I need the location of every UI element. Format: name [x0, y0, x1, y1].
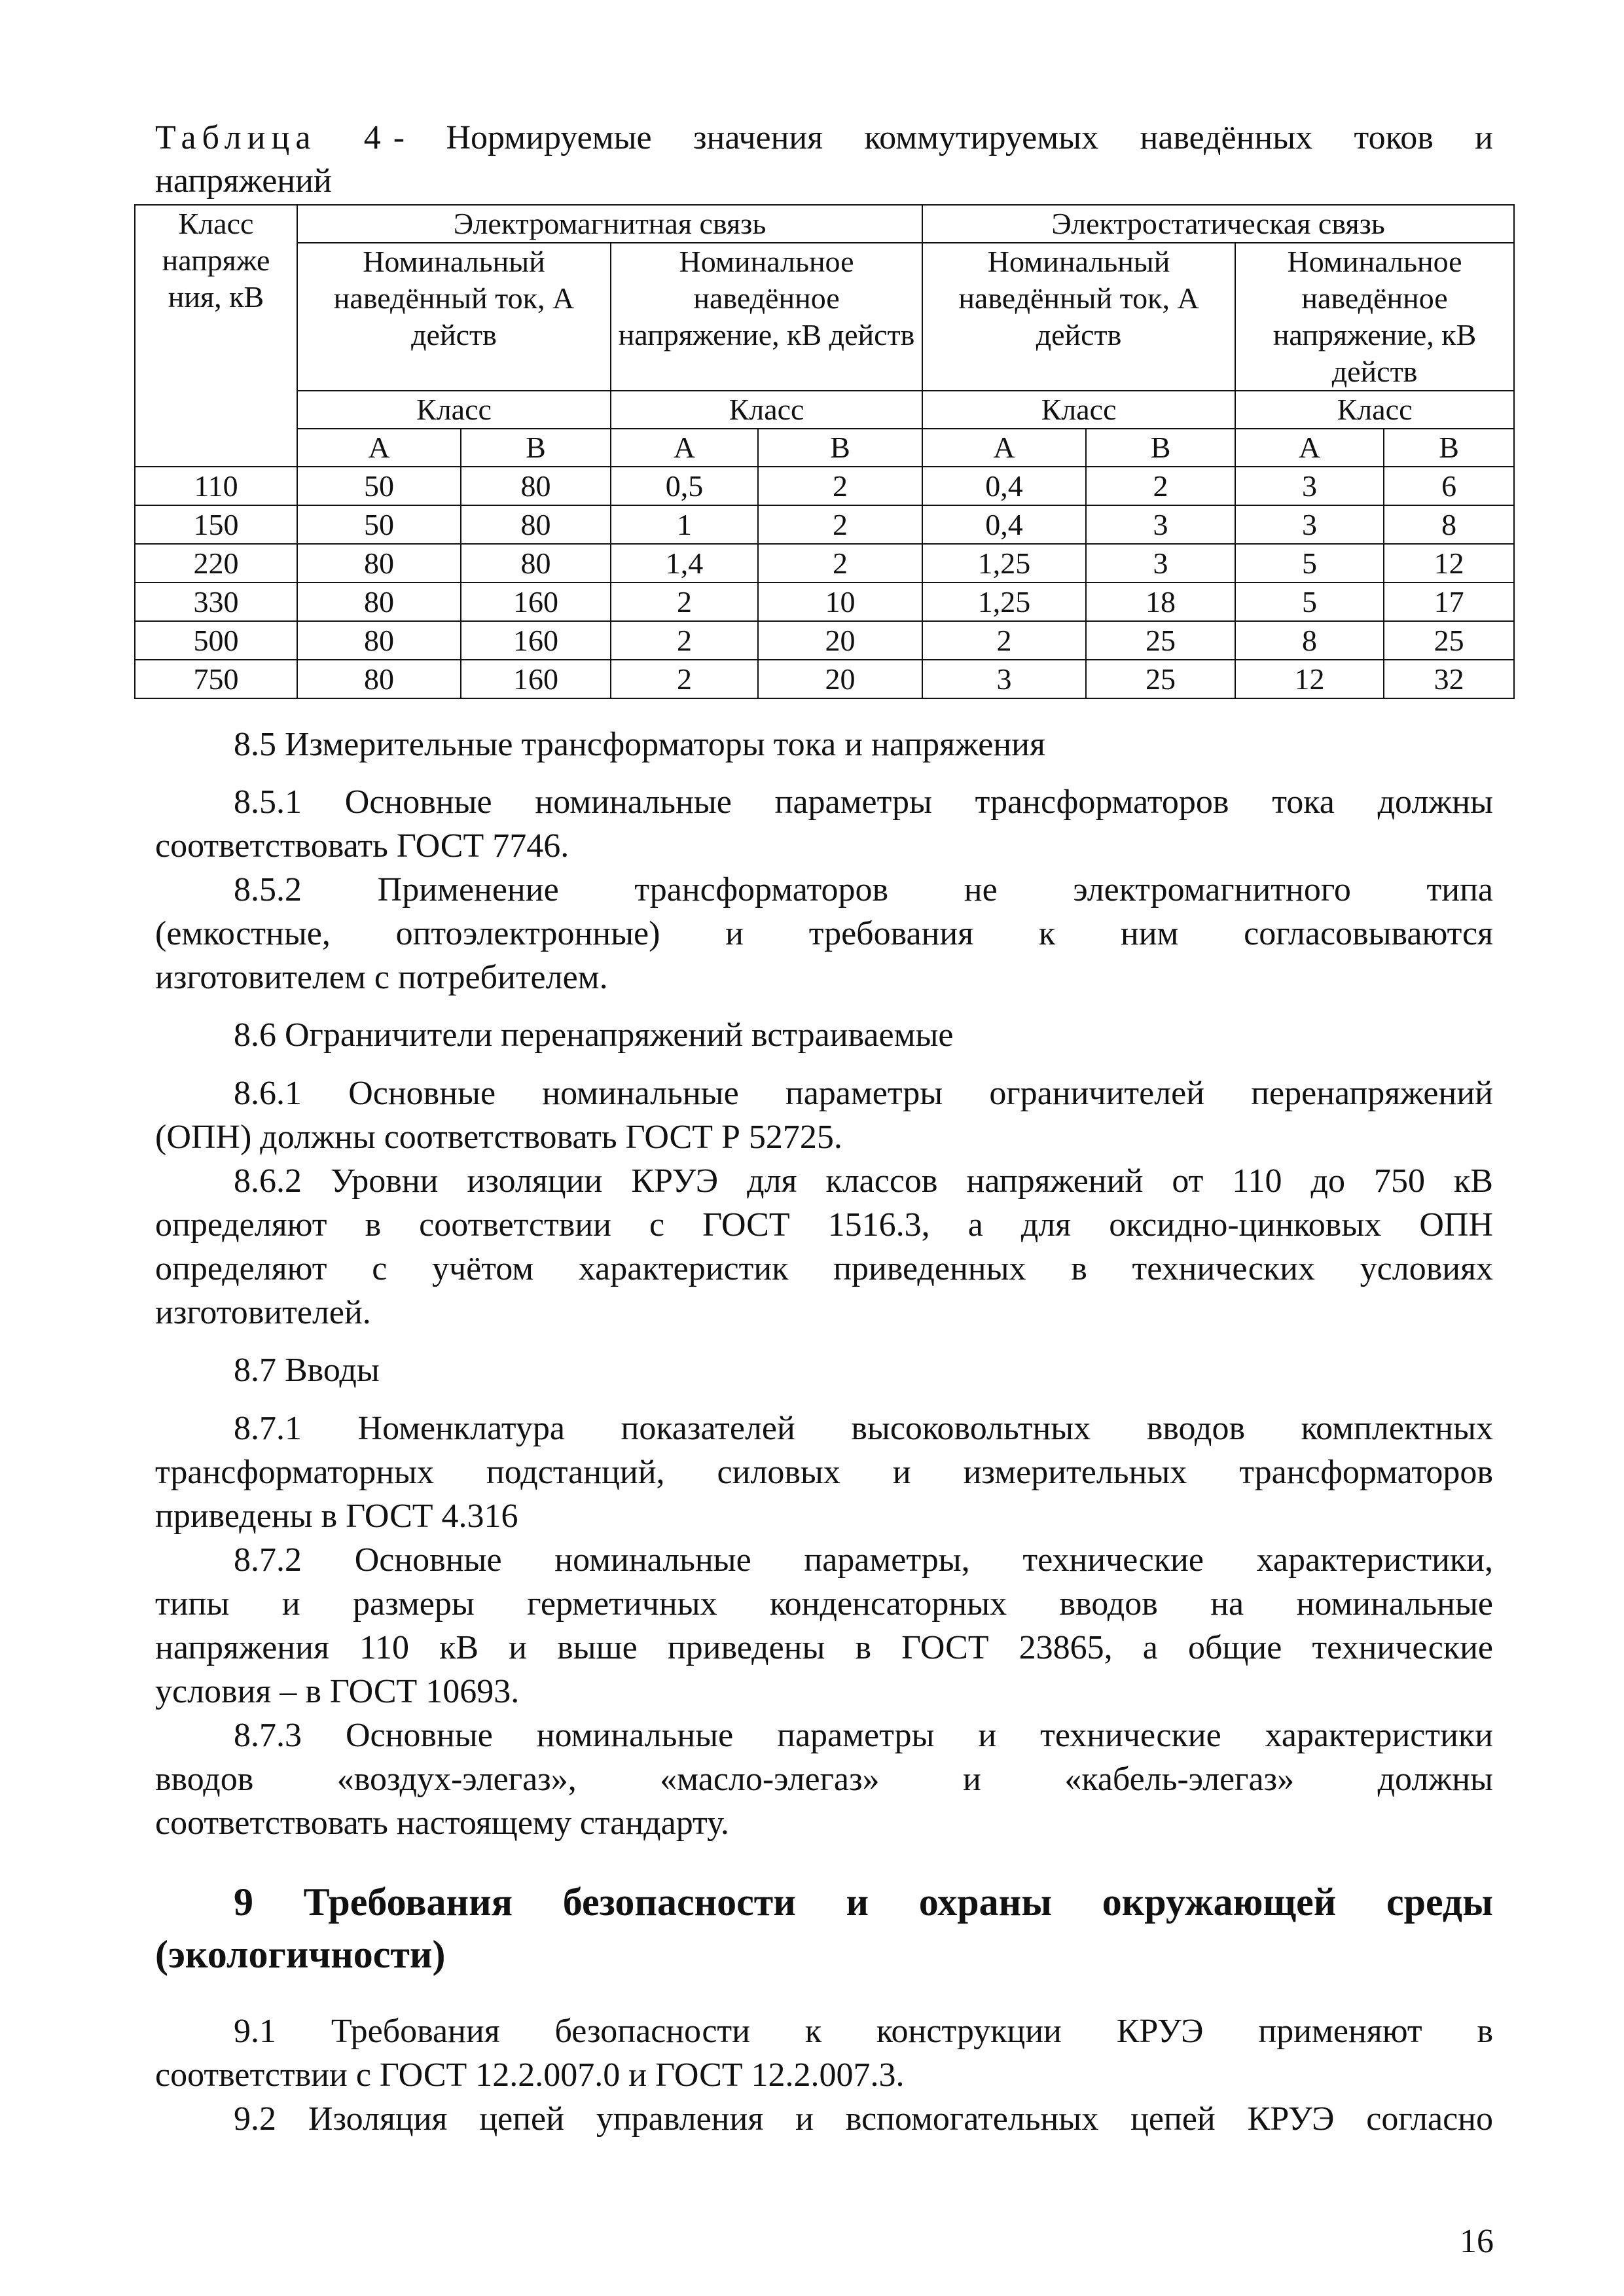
table-row [135, 467, 1514, 505]
table-row [135, 660, 1514, 698]
table-caption-label: Таблица 4 [155, 119, 387, 156]
table-cell: 50 [297, 505, 461, 544]
table-row [135, 621, 1514, 660]
header-em-current: Номинальный наведённый ток, А действ [297, 243, 611, 391]
table-cell: 110 [135, 467, 297, 505]
paragraph-8-6-2 [155, 1159, 1493, 1203]
header-voltage-class: Класс напряже ния, кВ [135, 205, 297, 467]
table-caption-title: - Нормируемые значения коммутируемых наведённых токов и [393, 119, 1493, 156]
paragraph-8-7 [155, 1348, 1493, 1392]
header-class: Класс [922, 391, 1235, 429]
section-heading-text: 9 Требования безопасности и охраны окружающей среды [234, 1880, 1493, 1924]
table-cell: 330 [135, 583, 297, 621]
table-cell: 160 [461, 583, 611, 621]
table-cell: 2 [611, 660, 758, 698]
table-cell: 10 [758, 583, 922, 621]
table-cell: 32 [1384, 660, 1514, 698]
table-cell: 8 [1384, 505, 1514, 544]
header-electrostatic: Электростатическая связь [922, 205, 1514, 243]
header-class-b: В [461, 429, 611, 467]
table-cell: 3 [1086, 544, 1235, 583]
table-cell: 20 [758, 660, 922, 698]
header-class: Класс [611, 391, 922, 429]
table-cell: 25 [1384, 621, 1514, 660]
table-cell: 150 [135, 505, 297, 544]
table-cell: 1,25 [922, 544, 1086, 583]
paragraph-8-6-2-end: изготовителей. [155, 1294, 371, 1331]
table-cell: 12 [1384, 544, 1514, 583]
table-cell: 2 [611, 583, 758, 621]
paragraph-text: 8.5 Измерительные трансформаторы тока и напряжения [234, 726, 1045, 763]
section-9-heading-cont: (экологичности) [155, 1933, 446, 1976]
paragraph-text: 8.7.2 Основные номинальные параметры, технические характеристики, [234, 1541, 1493, 1579]
paragraph-8-7-2 [155, 1538, 1493, 1582]
table-cell: 50 [297, 467, 461, 505]
paragraph-8-5-2-cont: (емкостные, оптоэлектронные) и требования к ним согласовываются [155, 915, 1493, 952]
header-class-a: А [611, 429, 758, 467]
paragraph-text: 8.5.2 Применение трансформаторов не электромагнитного типа [234, 871, 1493, 908]
header-class-b: В [758, 429, 922, 467]
table-cell: 1,4 [611, 544, 758, 583]
section-9-heading [155, 1876, 1493, 1928]
table-cell: 3 [922, 660, 1086, 698]
header-class-a: А [922, 429, 1086, 467]
paragraph-text: 8.5.1 Основные номинальные параметры трансформаторов тока должны [234, 783, 1493, 821]
table-cell: 12 [1235, 660, 1384, 698]
table-cell: 1 [611, 505, 758, 544]
table-cell: 17 [1384, 583, 1514, 621]
paragraph-8-6-2-cont: определяют в соответствии с ГОСТ 1516.3, а для оксидно-цинковых ОПН [155, 1206, 1493, 1244]
table-cell: 160 [461, 621, 611, 660]
table-cell: 80 [461, 467, 611, 505]
table-row [135, 544, 1514, 583]
table-row [135, 505, 1514, 544]
table-cell: 500 [135, 621, 297, 660]
table-cell: 8 [1235, 621, 1384, 660]
paragraph-text: 8.6.1 Основные номинальные параметры ограничителей перенапряжений [234, 1075, 1493, 1112]
table-cell: 80 [297, 544, 461, 583]
table-cell: 80 [297, 583, 461, 621]
paragraph-8-7-2-cont: типы и размеры герметичных конденсаторных вводов на номинальные [155, 1585, 1493, 1623]
paragraph-8-6-1 [155, 1071, 1493, 1115]
header-class: Класс [297, 391, 611, 429]
paragraph-text: 9.1 Требования безопасности к конструкции КРУЭ применяют в [234, 2013, 1493, 2050]
table-cell: 2 [1086, 467, 1235, 505]
table-cell: 2 [758, 505, 922, 544]
table-cell: 1,25 [922, 583, 1086, 621]
paragraph-8-5-1-cont: соответствовать ГОСТ 7746. [155, 827, 569, 865]
paragraph-8-6 [155, 1013, 1493, 1057]
paragraph-text: 8.6.2 Уровни изоляции КРУЭ для классов напряжений от 110 до 750 кВ [234, 1162, 1493, 1200]
header-class-a: А [1235, 429, 1384, 467]
paragraph-9-1-end: соответствии с ГОСТ 12.2.007.0 и ГОСТ 12.2.007.3. [155, 2056, 905, 2094]
page-number: 16 [1460, 2223, 1494, 2260]
paragraph-9-2 [155, 2097, 1493, 2141]
table-cell: 5 [1235, 583, 1384, 621]
paragraph-text: 9.2 Изоляция цепей управления и вспомогательных цепей КРУЭ согласно [234, 2100, 1493, 2138]
table-cell: 220 [135, 544, 297, 583]
header-class-b: В [1384, 429, 1514, 467]
table-cell: 0,4 [922, 467, 1086, 505]
table-cell: 5 [1235, 544, 1384, 583]
table-cell: 750 [135, 660, 297, 698]
header-es-voltage: Номинальное наведённое напряжение, кВ действ [1235, 243, 1514, 391]
paragraph-8-5-2 [155, 868, 1493, 912]
table-cell: 2 [758, 544, 922, 583]
paragraph-8-7-3 [155, 1713, 1493, 1757]
paragraph-8-7-1-cont: трансформаторных подстанций, силовых и измерительных трансформаторов [155, 1454, 1493, 1491]
paragraph-8-7-2-end: условия – в ГОСТ 10693. [155, 1673, 520, 1710]
table-cell: 80 [461, 544, 611, 583]
paragraph-8-7-3-end: соответствовать настоящему стандарту. [155, 1804, 729, 1842]
table-cell: 2 [758, 467, 922, 505]
header-class-a: А [297, 429, 461, 467]
paragraph-8-7-1 [155, 1407, 1493, 1450]
paragraph-text: 8.7.3 Основные номинальные параметры и технические характеристики [234, 1717, 1493, 1754]
paragraph-8-7-1-end: приведены в ГОСТ 4.316 [155, 1498, 518, 1535]
table-caption [155, 117, 1493, 160]
table-cell: 2 [611, 621, 758, 660]
table-row [135, 583, 1514, 621]
paragraph-8-5-1 [155, 780, 1493, 824]
table-cell: 80 [461, 505, 611, 544]
header-class: Класс [1235, 391, 1514, 429]
header-es-current: Номинальный наведённый ток, А действ [922, 243, 1235, 391]
paragraph-text: 8.6 Ограничители перенапряжений встраиваемые [234, 1016, 954, 1054]
table-cell: 3 [1086, 505, 1235, 544]
table-cell: 0,4 [922, 505, 1086, 544]
table-cell: 3 [1235, 505, 1384, 544]
paragraph-8-7-2-cont: напряжения 110 кВ и выше приведены в ГОСТ 23865, а общие технические [155, 1629, 1493, 1666]
table-cell: 18 [1086, 583, 1235, 621]
paragraph-8-5 [155, 723, 1493, 766]
table-cell: 80 [297, 660, 461, 698]
table-cell: 2 [922, 621, 1086, 660]
table-cell: 6 [1384, 467, 1514, 505]
paragraph-8-6-2-cont: определяют с учётом характеристик приведенных в технических условиях [155, 1250, 1493, 1287]
paragraph-text: 8.7.1 Номенклатура показателей высоковольтных вводов комплектных [234, 1410, 1493, 1447]
table-cell: 25 [1086, 660, 1235, 698]
table-caption-continuation: напряжений [155, 162, 332, 200]
paragraph-8-6-1-cont: (ОПН) должны соответствовать ГОСТ Р 52725. [155, 1119, 842, 1156]
paragraph-9-1 [155, 2009, 1493, 2053]
table-cell: 0,5 [611, 467, 758, 505]
header-em-voltage: Номинальное наведённое напряжение, кВ действ [611, 243, 922, 391]
paragraph-8-7-3-cont: вводов «воздух-элегаз», «масло-элегаз» и «кабель-элегаз» должны [155, 1761, 1493, 1798]
header-class-b: В [1086, 429, 1235, 467]
table-cell: 160 [461, 660, 611, 698]
table-cell: 80 [297, 621, 461, 660]
paragraph-8-5-2-end: изготовителем с потребителем. [155, 959, 608, 996]
table-cell: 3 [1235, 467, 1384, 505]
table-cell: 20 [758, 621, 922, 660]
table-4 [134, 204, 1515, 699]
paragraph-text: 8.7 Вводы [234, 1352, 380, 1389]
header-electromagnetic: Электромагнитная связь [297, 205, 922, 243]
table-cell: 25 [1086, 621, 1235, 660]
